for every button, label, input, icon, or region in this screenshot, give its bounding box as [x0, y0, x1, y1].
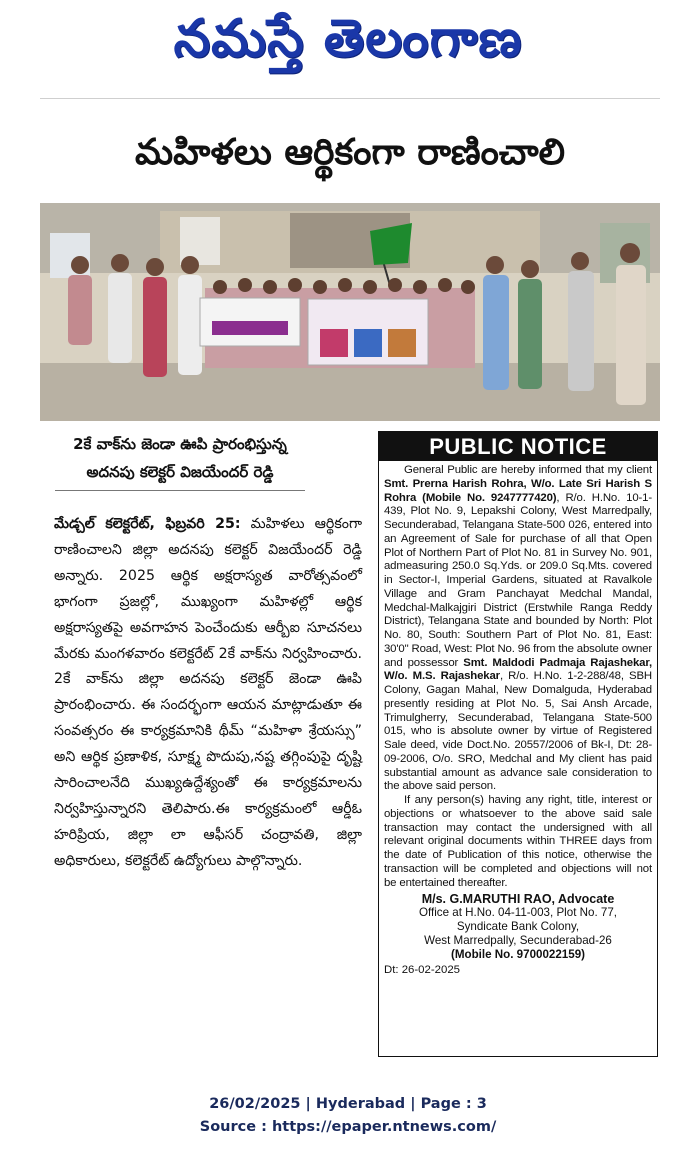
article-dateline: మేడ్చల్ కలెక్టరేట్, ఫిబ్రవరి 25:	[54, 516, 241, 532]
advocate-name: M/s. G.MARUTHI RAO, Advocate	[421, 892, 615, 907]
notice-body	[379, 461, 657, 890]
notice-p1-c: , R/o. H.No. 10-1-439, Plot No. 9, Lepakshi Colony, West Marredpally, Secunderabad, Telangana State-500 026, entered into an Agreement of Sale for purchase of all that Open Plot of Northern Part of Plot No. 81 in Survey No. 901, admeasuring 250.0 Sq.Yds. or 209.0 Sq.Mts. covered in Sector-I, Imperial Gardens, situated at Ravalkole Village and Gram Panchayat Medchal Mandal, Medchal-Malkajgiri District (Erstwhile Ranga Reddy District), Telangana State and bounded by North: Plot No. 80, South: Southern Part of Plot No. 81, East: 30'0" Road, West: Plot No. 96 from the absolute owner and possessor	[384, 491, 652, 669]
advocate-address-1: Office at H.No. 04-11-003, Plot No. 77,	[418, 906, 618, 920]
notice-paragraph-2: If any person(s) having any right, title, interest or objections or whatsoever to the above said sale transaction may contact the undersigned with all relevant original documents within THREE days from the date of Publication of this notice, otherwise the transaction will be completed and objections will not be entertained thereafter.	[384, 794, 652, 889]
notice-date: Dt: 26-02-2025	[384, 964, 460, 977]
article-text: మహిళలు ఆర్థికంగా రాణించాలని జిల్లా అదనపు కలెక్టర్ విజయేందర్ రెడ్డి అన్నారు. 2025 ఆర్థిక అక్షరాస్యత వారోత్సవంలో భాగంగా ప్రజల్లో, ముఖ్యంగా మహిళల్లో ఆర్థిక అక్షరాస్యతపై అవగాహన పెంచేందుకు ఆర్బీఐ సూచనలు మేరకు మంగళవారం కలెక్టరేట్ 2కే వాక్‌ను నిర్వహించారు. 2కే వాక్‌ను జిల్లా అదనపు కలెక్టర్ జెండా ఊపి ప్రారంభించారు. ఈ సందర్భంగా ఆయన మాట్లాడుతూ ఈ సంవత్సరం ఈ కార్యక్రమానికి థీమ్ “మహిళా శ్రేయస్సు” అని ఆర్థిక ప్రణాళిక, సూక్ష్మ పొదుపు,నష్ట తగ్గింపుపై దృష్టి సారించాలనేది ముఖ్యఉద్దేశ్యంతో ఈ కార్యక్రమాలను నిర్వహిస్తున్నారని తెలిపారు.ఈ కార్యక్రమంలో ఆర్డీఓ హరిప్రియ, జిల్లా లా ఆఫీసర్ చంద్రావతి, జిల్లా అధికారులు, కలెక్టరేట్ ఉద్యోగులు పాల్గొన్నారు.	[54, 516, 363, 869]
caption-line-1: 2కే వాక్‌ను జెండా ఊపి ప్రారంభిస్తున్న	[73, 435, 287, 453]
notice-p1-a: General Public are hereby informed that my client	[404, 464, 652, 476]
header-divider	[40, 98, 660, 99]
article-headline: మహిళలు ఆర్థికంగా రాణించాలి	[134, 132, 566, 173]
photo-of-walk-participants-icon	[40, 203, 660, 421]
notice-client-name: Smt. Prerna Harish Rohra, W/o. Late Sri Harish S Rohra (Mobile No. 9247777420)	[384, 477, 652, 504]
footer-source-link[interactable]: Source : https://epaper.ntnews.com/	[199, 1119, 497, 1135]
footer-edition-info: 26/02/2025 | Hyderabad | Page : 3	[209, 1096, 487, 1112]
notice-paragraph-1	[384, 464, 652, 794]
notice-signature	[379, 892, 657, 962]
advocate-address-2: Syndicate Bank Colony,	[456, 920, 580, 934]
notice-title: PUBLIC NOTICE	[379, 432, 657, 461]
advocate-address-3: West Marredpally, Secunderabad-26	[424, 934, 612, 948]
article-body	[54, 512, 362, 875]
newspaper-masthead: నమస్తే తెలంగాణ	[173, 8, 523, 69]
notice-p1-e: , R/o. H.No. 1-2-288/48, SBH Colony, Gagan Mahal, New Domalguda, Hyderabad presently residing at Plot No. 5, Sai Ansh Arcade, Trimulgherry, Secunderabad, Telangana State-500 015, who is absolute owner by virtue of Registered Sale deed, vide Doct.No. 20557/2006 of Bk-I, Dt: 28-09-2006, O/o. SRO, Medchal and My client has paid substantial amount as advance sale consideration to the above said person.	[384, 670, 653, 793]
caption-line-2: అదనపు కలెక్టర్ విజయేందర్ రెడ్డి	[86, 463, 274, 481]
photo-caption	[55, 430, 305, 491]
notice-owner-name: Smt. Maldodi Padmaja Rajashekar, W/o. M.S. Rajashekar	[384, 656, 652, 683]
advocate-mobile: (Mobile No. 9700022159)	[450, 948, 586, 962]
public-notice-box	[378, 431, 658, 1057]
article-photo	[40, 203, 660, 421]
